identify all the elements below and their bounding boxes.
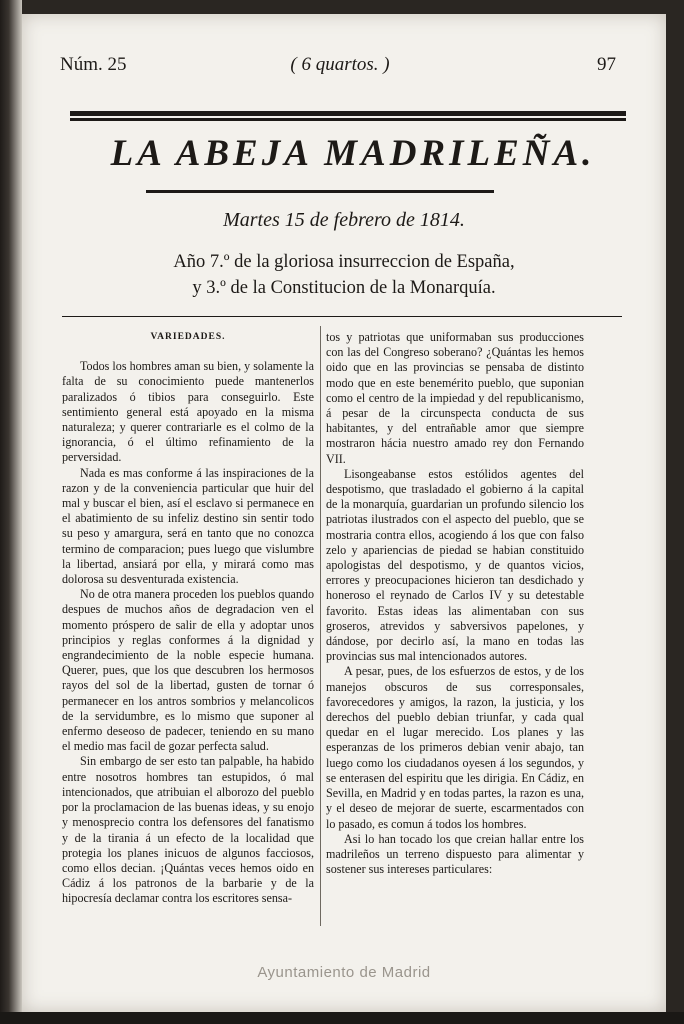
column-divider [320,326,321,926]
issue-date: Martes 15 de febrero de 1814. [223,209,465,231]
newspaper-title: LA ABEJA MADRILEÑA. [110,133,596,174]
issue-price: ( 6 quartos. ) [290,54,390,75]
paragraph: Sin embargo de ser esto tan palpable, ha habido entre nosotros hombres tan estupidos, ó mal intencionados, que atribuian el alborozo del pueblo por la proclamacion de las buenas ideas, y su enojo y menosprecio contra los defensores del fanatismo y de la tirania á un efecto de la localidad que protegia los planes inicuos de algunos facciosos, como ellos decian. ¡Quántas veces hemos oido en Cádiz á los patronos de la barbarie y de la hipocresía declamar contra los escritores sensa- [62,754,314,906]
paragraph: A pesar, pues, de los esfuerzos de estos, y de los manejos obscuros de sus corresponsales, favorecedores y amigos, la razon, la justicia, y los derechos del pueblo debian triunfar, y cada qual quedar en el lugar merecido. Los planes y las esperanzas de los primeros debian venir abajo, tan luego como los ciudadanos oyesen á los segundos, y se enterasen del espiritu que les dirigia. En Cádiz, en Sevilla, en Madrid y en todas partes, la razon es una, y el deseo de mejorar de suerte, escarmentados con lo pasado, es comun á todos los hombres. [326,664,584,831]
paragraph: Asi lo han tocado los que creian hallar entre los madrileños un terreno dispuesto para alimentar y sostener sus intereses particulares: [326,831,584,877]
book-spine-edge [0,0,22,1024]
page-number: 97 [597,54,616,75]
subtitle-line-2: y 3.º de la Constitucion de la Monarquía. [192,278,496,298]
paragraph: Nada es mas conforme á las inspiraciones de la razon y de la conveniencia particular que huir del mal y buscar el bien, así el esclavo si permanece en el abatimiento de su infeliz destino sin sentir todo su peso y amargura, será en tanto que no conozca termino de comparacion; pues luego que vislumbre la libertad, ansiará por ella, y mirará como mas dolorosa su desventurada existencia. [62,465,314,587]
section-heading: VARIEDADES. [150,332,226,342]
page-header [60,54,620,82]
newspaper-page [22,14,666,1012]
scan-bottom-edge [0,1012,684,1024]
title-rule [146,190,494,193]
paragraph: Lisongeabanse estos estólidos agentes del despotismo, que trasladado el gobierno á la capital de la monarquía, guardarian un profundo silencio los patriotas ilustrados con el aspecto del pueblo, que se mostraria contra ellos, acogiendo á los que con falso zelo y apariencias de piedad se habian constituido apologistas del despotismo, y de quantos vicios, errores y preocupaciones hicieron tan desdichado y honeroso el reynado de Carlos IV y su detestable favorito. Estas ideas las alimentaban con sus groseros, atrevidos y sabversivos papelones, y dándose, por decirlo así, la mano en todas las provincias sus mal intencionados autores. [326,466,584,664]
archive-watermark: Ayuntamiento de Madrid [257,964,431,981]
left-column [62,330,314,907]
header-rule [62,316,622,317]
paragraph: Todos los hombres aman su bien, y solamente la falta de su conocimiento puede mantenerlos paralizados ó tibios para conseguirlo. Este sentimiento general está apoyado en la misma naturaleza; y querer contrariarle es el colmo de la ignorancia, ó el último refinamiento de la perversidad. [62,359,314,465]
subtitle-line-1: Año 7.º de la gloriosa insurreccion de España, [173,252,515,272]
top-double-rule [70,111,626,118]
issue-number: Núm. 25 [60,54,127,75]
paragraph-continued: tos y patriotas que uniformaban sus producciones con las del Congreso soberano? ¿Quántas les hemos oido que en las provincias se pensaba de distinto modo que en este benemérito pueblo, que suponian como el centro de la impiedad y del republicanismo, á pesar de la circunspecta conducta de sus habitantes, y del entrañable amor que siempre mostraron hácia nuestro amado rey don Fernando VII. [326,330,584,466]
paragraph: No de otra manera proceden los pueblos quando despues de muchos años de degradacion ven el momento próspero de salir de ella y adoptar unos principios y reglas conformes á la dignidad y engrandecimiento de la noble especie humana. Querer, pues, que los que descubren los hermosos rayos del sol de la libertad, gusten de tornar ó permanecer en los antros sombrios y melancolicos de la servidumbre, es lo mismo que suponer al enfermo deseoso de padecer, teniendo en su mano el medio mas facil de gozar perfecta salud. [62,587,314,754]
right-column [326,330,584,877]
